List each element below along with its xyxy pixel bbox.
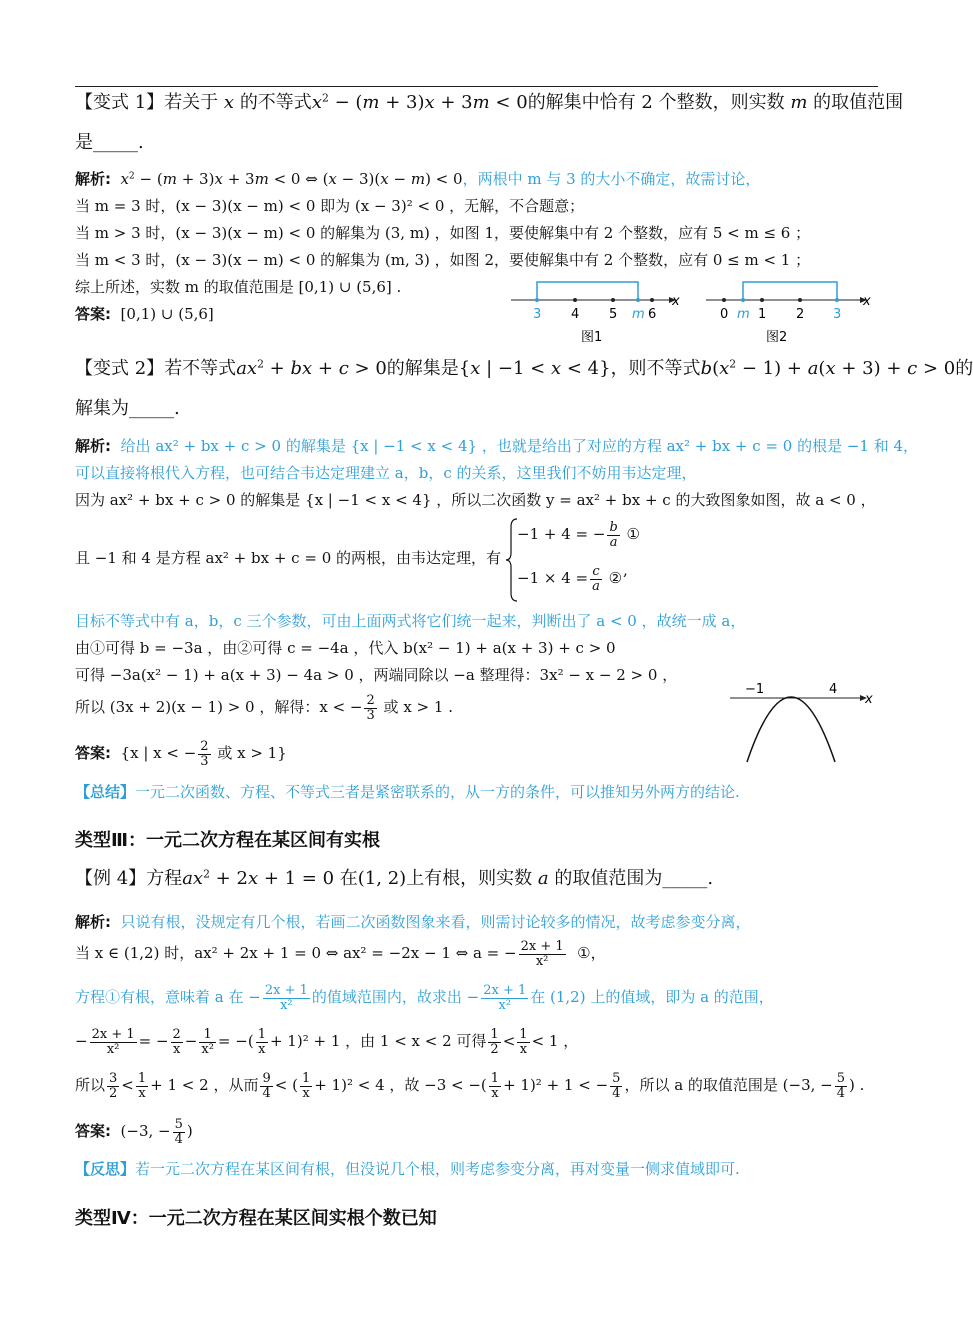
variant1-answer [75,305,214,324]
fraction: $\frac{2x + 1}{\text{x²}}$ [520,939,564,969]
variant1-question-line2: 是_____. [75,132,144,153]
solution-label: 解析: [75,170,111,188]
figure-caption: 图1 [581,330,603,345]
svg-text:m: m [737,307,750,322]
summary-tag: 【总结】 [75,783,136,801]
example4-solution-line1: 解析: 只说有根，没规定有几个根，若画二次函数图象来看，则需讨论较多的情况，故考虑参变分离， [75,913,751,931]
tick-dot [722,298,726,302]
solution-label: 解析: [75,437,111,455]
tick-dot [573,298,577,302]
variant2-summary: 【总结】一元二次函数、方程、不等式三者是紧密联系的，从一方的条件，可以推知另外两方的结论. [75,783,740,801]
fraction: $\frac{2x + 1}{\text{x²}}$ [264,983,308,1013]
fraction: $\frac{2x + 1}{\text{x²}}$ [483,983,527,1013]
fraction: $\frac{5}{4}$ [612,1071,621,1101]
system-eq-2: −1 × 4 = $\frac{c}{a}$ ② [517,564,623,594]
example4-solution-line4: − $\frac{2x + 1}{\text{x²}}$ = − $\frac{2}{x}$ − $\frac{1}{\text{x²}}$ = −( $\frac{1}{x}$ + 1)² + 1 ，由 1 < x < 2 可得 $\frac{1}{2}$ < $\frac{1}{x}$ < 1 ， [75,1027,579,1057]
variant1-question: 【变式 1】若关于 x 的不等式$x^2 - (m + 3)x + 3m < 0$的解集中恰有 2 个整数，则实数 m 的取值范围 [75,91,904,113]
parabola-figure [725,670,875,765]
fraction: $\frac{1}{2}$ [490,1027,499,1057]
solution-interval [537,282,638,300]
variant2-tag: 【变式 2】 [75,358,165,379]
example4-question: 【例 4】方程$ax^2 + 2x + 1 = 0$ 在(1, 2)上有根，则实数 a 的取值范围为_____. [75,867,714,889]
tick-dot [535,298,539,302]
tick-dot [835,298,839,302]
fraction: $\frac{2x + 1}{\text{x²}}$ [91,1027,135,1057]
variant2-solution-line7: 可得 −3a(x² − 1) + a(x + 3) − 4a > 0 ，两端同除以 −a 整理得：3x² − x − 2 > 0 ， [75,666,678,684]
fraction: $\frac{3}{2}$ [109,1071,118,1101]
variant2-solution-line4: 且 −1 和 4 是方程 ax² + bx + c = 0 的两根，由韦达定理，有 [75,549,502,567]
example4-solution-line3: 方程①有根，意味着 a 在 − $\frac{2x + 1}{\text{x²}}$ 的值域范围内，故求出 − $\frac{2x + 1}{\text{x²}}$ 在 (1,2) 上的值域，即为 a 的范围， [75,983,774,1013]
variant2-solution-line8: 所以 (3x + 2)(x − 1) > 0 ，解得：x < − $\frac{2}{3}$ 或 x > 1 . [75,693,453,723]
fraction: $\frac{1}{\text{x²}}$ [201,1027,214,1057]
example4-reflection: 【反思】若一元二次方程在某区间有根，但没说几个根，则考虑参变分离，再对变量一侧求值域即可. [75,1160,740,1178]
figure-2 [700,278,880,348]
variant2-question-line2: 解集为_____. [75,398,180,419]
fraction: $\frac{5}{4}$ [836,1071,846,1101]
svg-text:2: 2 [796,307,805,322]
fraction: $\frac{b}{a}$ [609,520,618,550]
tick-dot [741,298,745,302]
variant2-solution-line3: 因为 ax² + bx + c > 0 的解集是 {x | −1 < x < 4} ，所以二次函数 y = ax² + bx + c 的大致图象如图，故 a < 0 ， [75,491,876,509]
answer-label: 答案: [75,744,111,763]
svg-text:x: x [863,294,871,309]
tick-dot [611,298,615,302]
fraction: $\frac{5}{4}$ [174,1117,183,1147]
fraction: $\frac{1}{x}$ [519,1027,528,1057]
fraction: $\frac{c}{a}$ [592,564,600,594]
tick-dot [650,298,654,302]
tick-dot [760,298,764,302]
fraction: $\frac{1}{x}$ [137,1071,147,1101]
brace-icon [506,519,517,601]
variant2-question: 【变式 2】若不等式$ax^2$ + bx + c > 0的解集是{x | −1 < x < 4}，则不等式$b(x^2 - 1) + a(x + 3) + c > 0$的 [75,357,973,379]
fraction: $\frac{1}{x}$ [301,1071,311,1101]
fraction: $\frac{9}{4}$ [262,1071,271,1101]
example-tag: 【例 4】 [75,868,147,889]
svg-text:3: 3 [533,307,542,322]
svg-text:x: x [865,692,873,707]
example4-solution-line5: 所以 $\frac{3}{2}$ < $\frac{1}{x}$ + 1 < 2 ，从而 $\frac{9}{4}$ < ( $\frac{1}{x}$ + 1)² < 4 ，故 −3 < −( $\frac{1}{x}$ + 1)² + 1 < − $\frac{5}{4}$ ，所以 a 的取值范围是 (−3, − $\frac{5}{4}$ ) . [75,1071,865,1101]
variant1-tag: 【变式 1】 [75,92,165,113]
tick-dot [636,298,640,302]
figure-caption: 图2 [766,330,788,345]
answer-label: 答案: [75,1122,111,1141]
fraction: $\frac{1}{x}$ [490,1071,500,1101]
variant1-solution-line4: 当 m < 3 时，(x − 3)(x − m) < 0 的解集为 (m, 3) ，如图 2，要使解集中有 2 个整数，应有 0 ≤ m < 1 ； [75,251,811,269]
type3-heading: 类型Ⅲ：一元二次方程在某区间有实根 [75,830,381,851]
variant1-solution-line1: 解析: $x^2 - (m + 3)x + 3m < 0$ ⇔ (x − 3)(x − m) < 0，两根中 m 与 3 的大小不确定，故需讨论， [75,170,761,188]
fraction: $\frac{2}{3}$ [366,693,375,723]
variant2-solution-line6: 由①可得 b = −3a ，由②可得 c = −4a ，代入 b(x² − 1) + a(x + 3) + c > 0 [75,639,616,657]
variant2-answer: 答案: {x | x < − $\frac{2}{3}$ 或 x > 1} [75,739,287,769]
solution-interval [743,282,837,300]
figure-1 [505,278,685,348]
system-eq-1: −1 + 4 = − $\frac{b}{a}$ ① [517,520,640,550]
variant2-solution-line5: 目标不等式中有 a，b，c 三个参数，可由上面两式将它们统一起来，判断出了 a < 0 ，故统一成 a， [75,612,746,630]
svg-text:4: 4 [571,307,580,322]
svg-text:−1: −1 [745,682,765,697]
variant1-solution-line3: 当 m > 3 时，(x − 3)(x − m) < 0 的解集为 (3, m) ，如图 1，要使解集中有 2 个整数，应有 5 < m ≤ 6 ； [75,224,811,242]
answer-value: [0,1) ∪ (5,6] [120,305,214,323]
fraction: $\frac{1}{x}$ [257,1027,266,1057]
svg-text:x: x [672,294,680,309]
reflection-tag: 【反思】 [75,1160,136,1178]
svg-text:0: 0 [720,307,729,322]
solution-label: 解析: [75,913,111,931]
type4-heading: 类型Ⅳ：一元二次方程在某区间实根个数已知 [75,1208,437,1229]
svg-text:3: 3 [833,307,842,322]
svg-text:4: 4 [829,682,838,697]
svg-text:1: 1 [758,307,767,322]
fraction: $\frac{2}{3}$ [200,739,209,769]
tick-dot [798,298,802,302]
variant2-solution-line2: 可以直接将根代入方程，也可结合韦达定理建立 a，b，c 的关系，这里我们不妨用韦达定理， [75,464,697,482]
svg-text:m: m [632,307,645,322]
answer-label: 答案: [75,305,111,323]
example4-solution-line2: 当 x ∈ (1,2) 时，ax² + 2x + 1 = 0 ⇔ ax² = −2x − 1 ⇔ a = − $\frac{2x + 1}{\text{x²}}$ ①， [75,939,606,969]
example4-answer: 答案: (−3, − $\frac{5}{4}$ ) [75,1117,193,1147]
vieta-system: −1 + 4 = − $\frac{b}{a}$ ① −1 × 4 = $\frac{c}{a}$ ② , [505,515,635,605]
svg-text:5: 5 [609,307,618,322]
parabola-curve [747,697,835,762]
top-rule [75,86,878,87]
fraction: $\frac{2}{x}$ [172,1027,181,1057]
variant1-solution-line5: 综上所述，实数 m 的取值范围是 [0,1) ∪ (5,6] . [75,278,402,296]
svg-text:6: 6 [648,307,657,322]
variant2-solution-line1: 解析: 给出 ax² + bx + c > 0 的解集是 {x | −1 < x < 4} ，也就是给出了对应的方程 ax² + bx + c = 0 的根是 −1 和 4， [75,437,919,455]
variant1-solution-line2: 当 m = 3 时，(x − 3)(x − m) < 0 即为 (x − 3)² < 0 ，无解，不合题意； [75,197,585,215]
